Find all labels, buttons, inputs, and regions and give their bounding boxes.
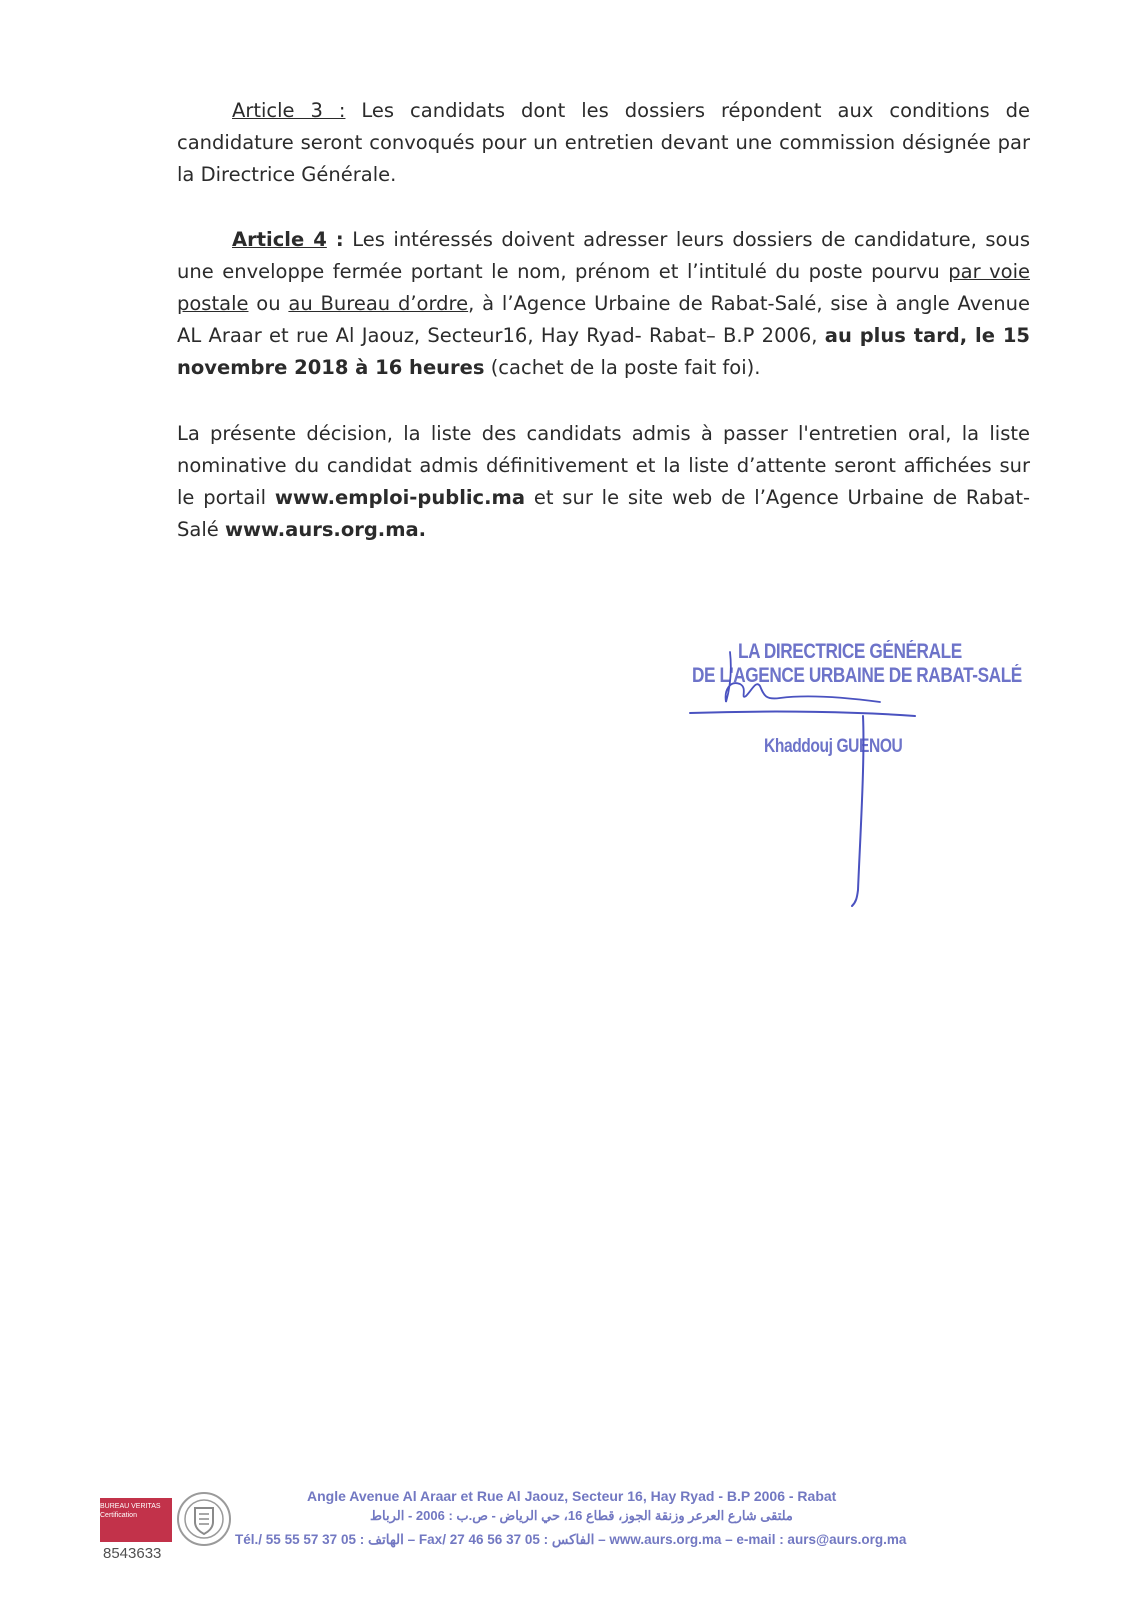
letterhead-footer xyxy=(95,1488,1055,1568)
footer-address-arabic: ملتقى شارع العرعر وزنقة الجوز، قطاع 16، حي الرياض - ص.ب : 2006 - الرباط xyxy=(370,1508,793,1523)
article-4-text-3: , à l’Agence Urbaine de Rabat-Salé, sise à angle Avenue AL Araar et rue Al Jaouz, Secteur16, Hay Ryad- Rabat– B.P 2006, xyxy=(177,292,1031,347)
footer-contact: Tél./ الهاتف : 05 37 57 55 55 – Fax/ الفاكس : 05 37 56 46 27 – www.aurs.org.ma – e-mail : aurs@aurs.org.ma xyxy=(235,1532,907,1547)
deadline-text: au plus tard, le 15 novembre 2018 à 16 heures xyxy=(177,324,1030,379)
portal-url: www.emploi-public.ma xyxy=(274,486,526,509)
signature-stamp xyxy=(660,640,1022,940)
bureau-veritas-text xyxy=(100,1502,168,1520)
article-3-text: Les candidats dont les dossiers répondent aux conditions de candidature seront convoqués pour un entretien devant une commission désignée par la Directrice Générale. xyxy=(177,99,1030,186)
signatory-name: Khaddouj GUENOU xyxy=(764,736,903,757)
bureau-veritas-sub: Certification xyxy=(100,1512,137,1519)
site-url: www.aurs.org.ma. xyxy=(224,518,427,541)
certification-code: 8543633 xyxy=(103,1545,162,1562)
article-4-text-4: (cachet de la poste fait foi). xyxy=(484,356,761,379)
publication-text-2: et sur le site web de l’Agence Urbaine de Rabat-Salé xyxy=(177,486,1031,541)
stamp-title-line-2: DE L'AGENCE URBAINE DE RABAT-SALÉ xyxy=(692,664,1022,687)
article-3-label: Article 3 : xyxy=(232,99,346,122)
stamp-title-line-1: LA DIRECTRICE GÉNÉRALE xyxy=(738,640,962,663)
article-3-paragraph xyxy=(177,95,1030,191)
handwritten-signature-icon xyxy=(660,640,1000,940)
certification-seal-icon xyxy=(175,1490,233,1548)
publication-text-1: La présente décision, la liste des candidats admis à passer l'entretien oral, la liste nominative du candidat admis définitivement et la liste d’attente seront affichées sur le portail xyxy=(177,422,1030,509)
article-4-label: Article 4 xyxy=(232,228,327,251)
article-4-text-2: ou xyxy=(248,292,289,315)
bureau-veritas-brand: BUREAU VERITAS xyxy=(100,1503,161,1510)
article-4-paragraph xyxy=(177,224,1030,384)
footer-address-french: Angle Avenue Al Araar et Rue Al Jaouz, Secteur 16, Hay Ryad - B.P 2006 - Rabat xyxy=(307,1488,837,1504)
publication-paragraph xyxy=(177,418,1030,546)
article-4-text-1: Les intéressés doivent adresser leurs dossiers de candidature, sous une enveloppe fermée portant le nom, prénom et l’intitulé du poste pourvu xyxy=(177,228,1030,283)
postal-route-text: par voie postale xyxy=(177,260,1030,315)
article-4-colon: : xyxy=(326,228,344,251)
bureau-ordre-text: au Bureau d’ordre xyxy=(288,292,469,315)
